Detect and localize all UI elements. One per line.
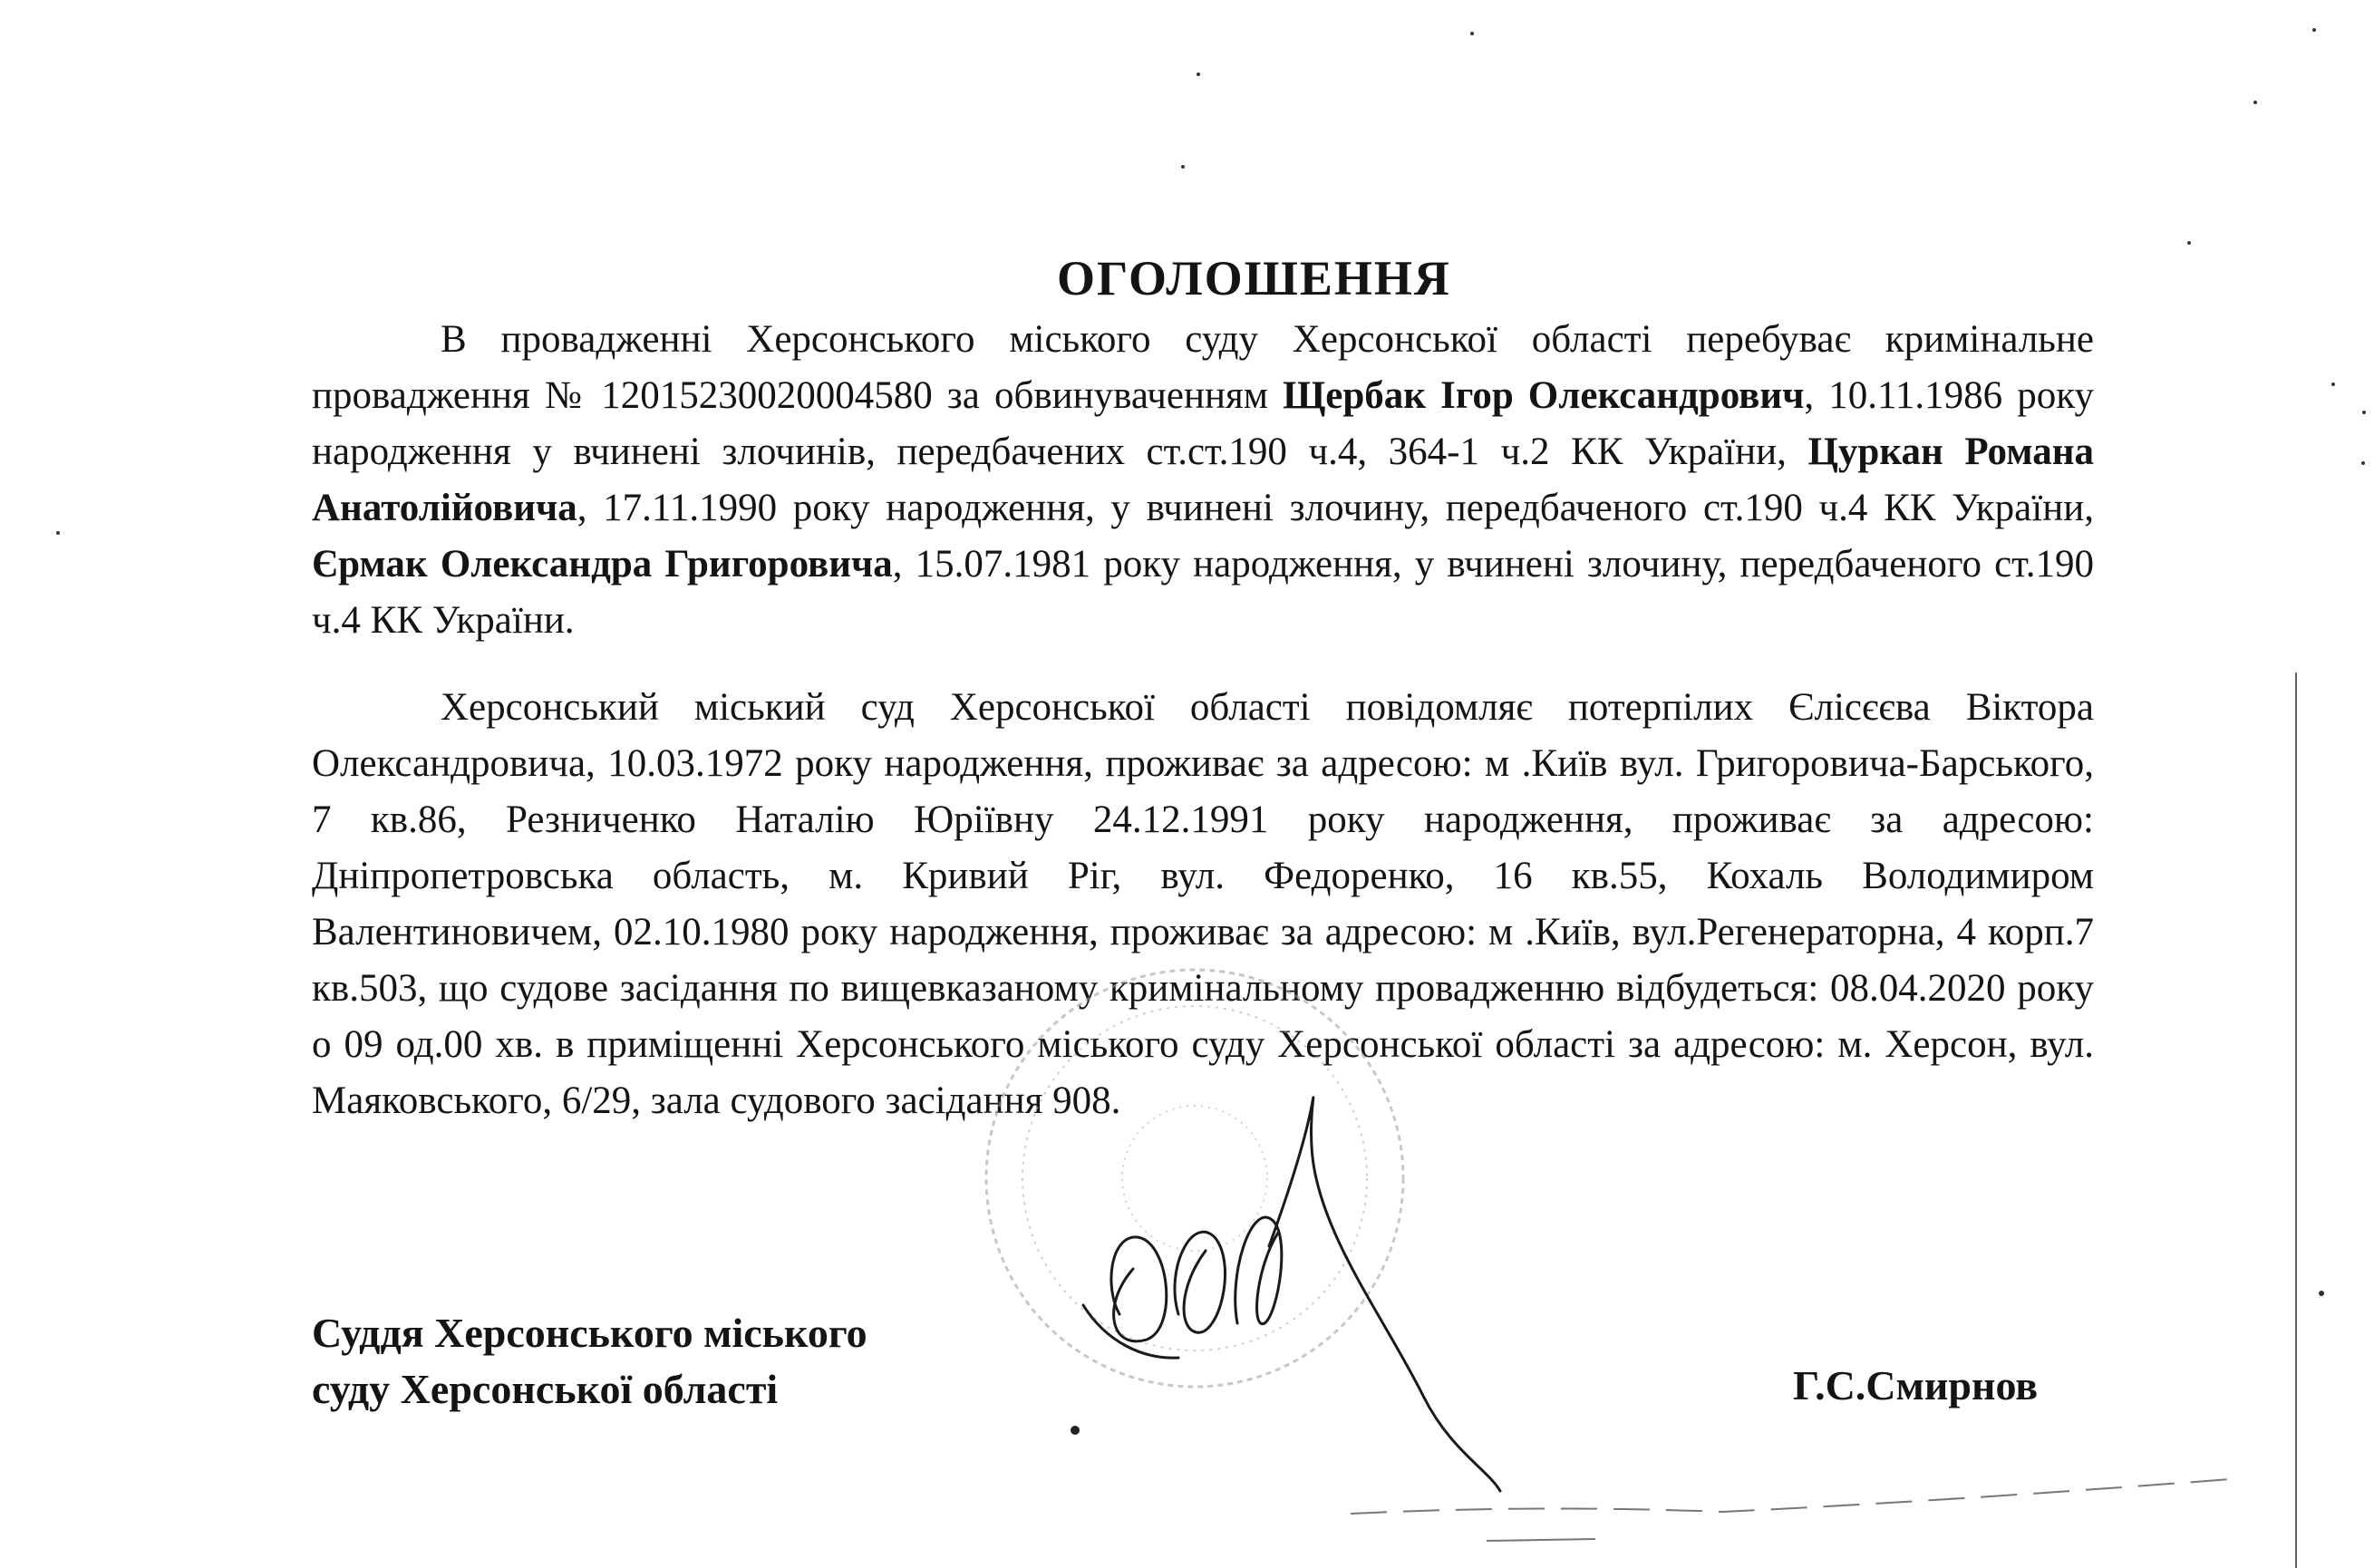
paragraph-notice: [312, 680, 2094, 1129]
judge-name: Г.С.Смирнов: [1793, 1362, 2039, 1408]
defendant-name-2: Цуркан Романа Анатолійовича: [312, 431, 2094, 529]
defendant-name-3: Єрмак Олександра Григоровича: [312, 543, 893, 586]
case-text-4: , 15.07.1981 року народження, у вчинені злочину, передбаченого ст.190 ч.4 КК України.: [312, 543, 2094, 642]
judge-position-line-1: Суддя Херсонського міського: [312, 1310, 867, 1356]
case-text-3: , 17.11.1990 року народження, у вчинені злочину, передбаченого ст.190 ч.4 КК України,: [577, 487, 2094, 529]
case-text-1: В провадженні Херсонського міського суду Херсонської області перебуває кримінальне провадження № 12015230020004580 за обвинуваченням: [312, 318, 2094, 417]
document-title: ОГОЛОШЕННЯ: [1057, 251, 1451, 305]
judge-position: [312, 1305, 867, 1418]
paragraph-case-info: [312, 312, 2094, 649]
notice-text: Херсонський міський суд Херсонської області повідомляє потерпілих Єлісєєва Віктора Олександровича, 10.03.1972 року народження, проживає за адресою: м .Київ вул. Григоровича-Барського, 7 кв.86, Резниченко Наталію Юріївну 24.12.1991 року народження, проживає за адресою: Дніпропетровська область, м. Кривий Ріг, вул. Федоренко, 16 кв.55, Кохаль Володимиром Валентиновичем, 02.10.1980 року народження, проживає за адресою: м .Київ, вул.Регенераторна, 4 корп.7 кв.503, що судове засідання по вищевказаному кримінальному провадженню відбудеться: 08.04.2020 року о 09 од.00 хв. в приміщенні Херсонського міського суду Херсонської області за адресою: м. Херсон, вул. Маяковського, 6/29, зала судового засідання 908.: [312, 686, 2094, 1122]
case-text-2: , 10.11.1986 року народження у вчинені злочинів, передбачених ст.ст.190 ч.4, 364-1 ч.2 КК України,: [312, 374, 2094, 473]
judge-position-line-2: суду Херсонської області: [312, 1366, 779, 1412]
defendant-name-1: Щербак Ігор Олександрович: [1283, 374, 1805, 417]
